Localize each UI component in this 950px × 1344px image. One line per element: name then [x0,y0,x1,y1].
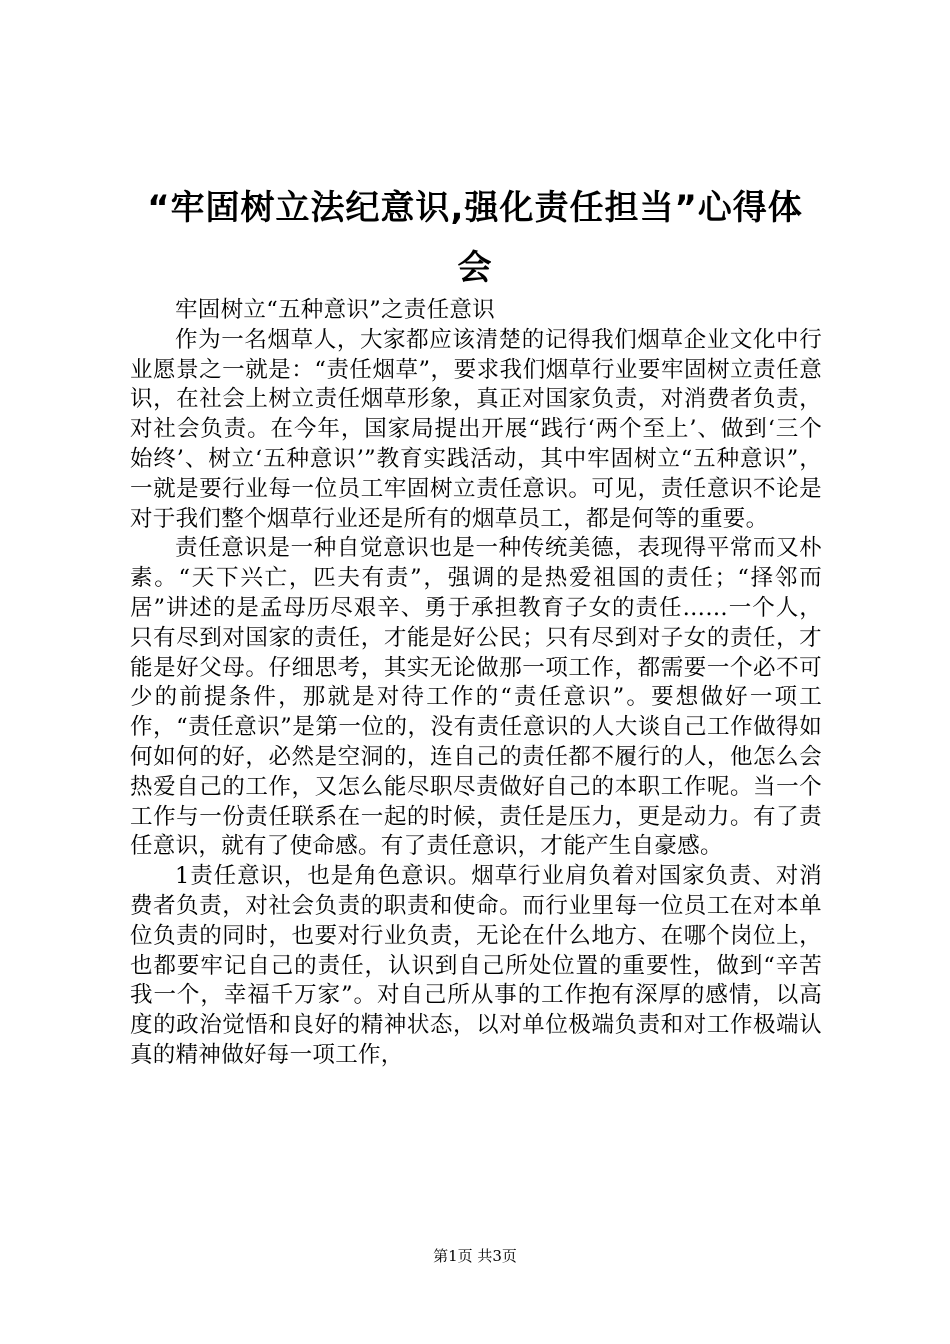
paragraph-subtitle: 牢固树立“五种意识”之责任意识 [175,297,496,323]
page-number: 第1页 共3页 [433,1247,517,1265]
paragraph: 责任意识是一种自觉意识也是一种传统美德，表现得平常而又朴素。“天下兴亡，匹夫有责”，强调的是热爱祖国的责任；“择邻而居”讲述的是孟母历尽艰辛、勇于承担教育子女的责任……一个人，只有尽到对国家的责任，才能是好公民；只有尽到对子女的责任，才能是好父母。仔细思考，其实无论做那一项工作，都需要一个必不可少的前提条件，那就是对待工作的“责任意识”。要想做好一项工作，“责任意识”是第一位的，没有责任意识的人大谈自己工作做得如何如何的好，必然是空洞的，连自己的责任都不履行的人，他怎么会热爱自己的工作，又怎么能尽职尽责做好自己的本职工作呢。当一个工作与一份责任联系在一起的时候，责任是压力，更是动力。有了责任意识，就有了使命感。有了责任意识，才能产生自豪感。 [130,535,822,860]
paragraph: 作为一名烟草人，大家都应该清楚的记得我们烟草企业文化中行业愿景之一就是：“责任烟草”，要求我们烟草行业要牢固树立责任意识，在社会上树立责任烟草形象，真正对国家负责，对消费者负责，对社会负责。在今年，国家局提出开展“践行‘两个至上’、做到‘三个始终’、树立‘五种意识’”教育实践活动，其中牢固树立“五种意识”，一就是要行业每一位员工牢固树立责任意识。可见，责任意识不论是对于我们整个烟草行业还是所有的烟草员工，都是何等的重要。 [130,326,822,532]
page-footer [0,1246,950,1266]
document-title: “牢固树立法纪意识,强化责任担当”心得体会 [147,188,803,288]
document-body [130,296,822,1071]
paragraph: 1责任意识，也是角色意识。烟草行业肩负着对国家负责、对消费者负责，对社会负责的职责和使命。而行业里每一位员工在对本单位负责的同时，也要对行业负责，无论在什么地方、在哪个岗位上，也都要牢记自己的责任，认识到自己所处位置的重要性，做到“辛苦我一个，幸福千万家”。对自己所从事的工作抱有深厚的感情，以高度的政治觉悟和良好的精神状态，以对单位极端负责和对工作极端认真的精神做好每一项工作， [130,863,822,1068]
